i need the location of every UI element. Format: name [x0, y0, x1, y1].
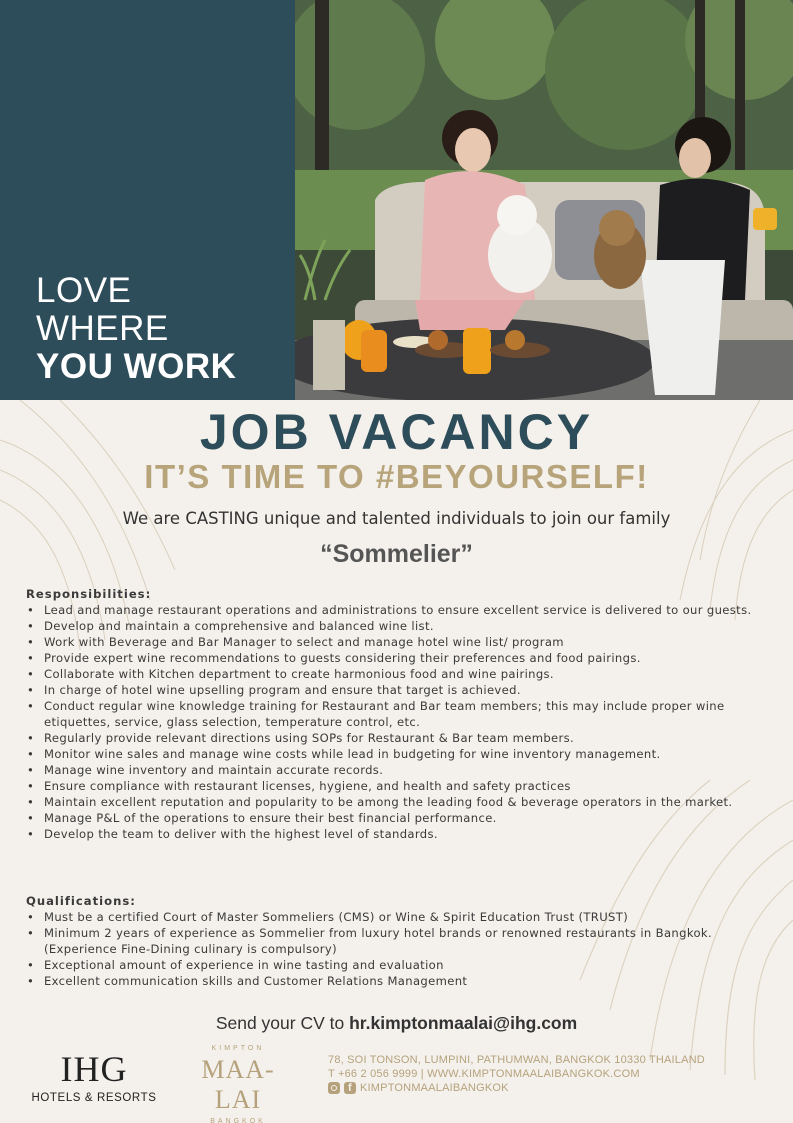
beyourself-subtitle: IT’S TIME TO #BEYOURSELF! [144, 458, 649, 495]
list-item: • In charge of hotel wine upselling program and ensure that target is achieved. [26, 682, 771, 698]
hero-tagline [36, 272, 236, 385]
list-item: • Monitor wine sales and manage wine costs while lead in budgeting for wine inventory management. [26, 746, 771, 762]
send-cv-label: Send your CV to [215, 1013, 350, 1033]
list-item: • Regularly provide relevant directions using SOPs for Restaurant & Bar team members. [26, 730, 771, 746]
list-item: • Excellent communication skills and Customer Relations Management [26, 973, 771, 989]
qualifications-list [26, 909, 771, 989]
hotel-address-block [328, 1053, 705, 1095]
qualifications-section [26, 893, 771, 989]
hero-photo [295, 0, 793, 400]
list-item: • Collaborate with Kitchen department to create harmonious food and wine pairings. [26, 666, 771, 682]
ihg-subtitle: HOTELS & RESORTS [31, 1092, 157, 1104]
list-item: • Ensure compliance with restaurant licenses, hygiene, and health and safety practices [26, 778, 771, 794]
ihg-mark: IHG [60, 1049, 128, 1089]
maalai-wordmark: MAA-LAI [201, 1055, 275, 1114]
send-cv-line [0, 1013, 793, 1034]
cv-email-link[interactable]: hr.kimptonmaalai@ihg.com [349, 1013, 578, 1033]
responsibilities-list [26, 602, 771, 842]
list-item: • Minimum 2 years of experience as Sommelier from luxury hotel brands or renowned restaurants in Bangkok. (Experience Fine-Dining culinary is compulsory) [26, 925, 771, 957]
kimpton-label: KIMPTON [211, 1045, 265, 1052]
list-item: • Conduct regular wine knowledge training for Restaurant and Bar team members; this may include proper wine etiquettes, service, glass selection, temperature control, etc. [26, 698, 771, 730]
list-item: • Manage P&L of the operations to ensure their best financial performance. [26, 810, 771, 826]
casting-intro: We are CASTING unique and talented individuals to join our family [122, 509, 671, 528]
tagline-line-1: LOVE [36, 271, 132, 310]
hero-banner [0, 0, 793, 400]
list-item: • Develop and maintain a comprehensive and balanced wine list. [26, 618, 771, 634]
qualifications-heading: Qualifications: [26, 894, 136, 908]
facebook-icon[interactable] [344, 1082, 356, 1094]
kimpton-maalai-logo [186, 1045, 290, 1123]
contact-line[interactable]: T +66 2 056 9999 | WWW.KIMPTONMAALAIBANGKOK.COM [328, 1068, 640, 1080]
job-vacancy-title: JOB VACANCY [199, 404, 594, 460]
responsibilities-section [26, 586, 771, 842]
list-item: • Work with Beverage and Bar Manager to select and manage hotel wine list/ program [26, 634, 771, 650]
tagline-line-3: YOU WORK [36, 346, 237, 386]
list-item: • Lead and manage restaurant operations and administrations to ensure excellent service is delivered to our guests. [26, 602, 771, 618]
list-item: • Manage wine inventory and maintain accurate records. [26, 762, 771, 778]
bangkok-label: BANGKOK [210, 1118, 266, 1123]
responsibilities-heading: Responsibilities: [26, 587, 152, 601]
instagram-icon[interactable] [328, 1082, 340, 1094]
ihg-logo [30, 1050, 158, 1104]
position-title: “Sommelier” [320, 540, 473, 568]
hero-tagline-panel [0, 0, 295, 400]
list-item: • Develop the team to deliver with the highest level of standards. [26, 826, 771, 842]
address-line: 78, SOI TONSON, LUMPINI, PATHUMWAN, BANGKOK 10330 THAILAND [328, 1054, 705, 1066]
list-item: • Provide expert wine recommendations to guests considering their preferences and food pairings. [26, 650, 771, 666]
tagline-line-2: WHERE [36, 308, 169, 348]
list-item: • Exceptional amount of experience in wine tasting and evaluation [26, 957, 771, 973]
social-row [328, 1081, 705, 1095]
list-item: • Maintain excellent reputation and popularity to be among the leading food & beverage operators in the market. [26, 794, 771, 810]
list-item: • Must be a certified Court of Master Sommeliers (CMS) or Wine & Spirit Education Trust (TRUST) [26, 909, 771, 925]
social-handle[interactable]: KIMPTONMAALAIBANGKOK [360, 1082, 509, 1094]
